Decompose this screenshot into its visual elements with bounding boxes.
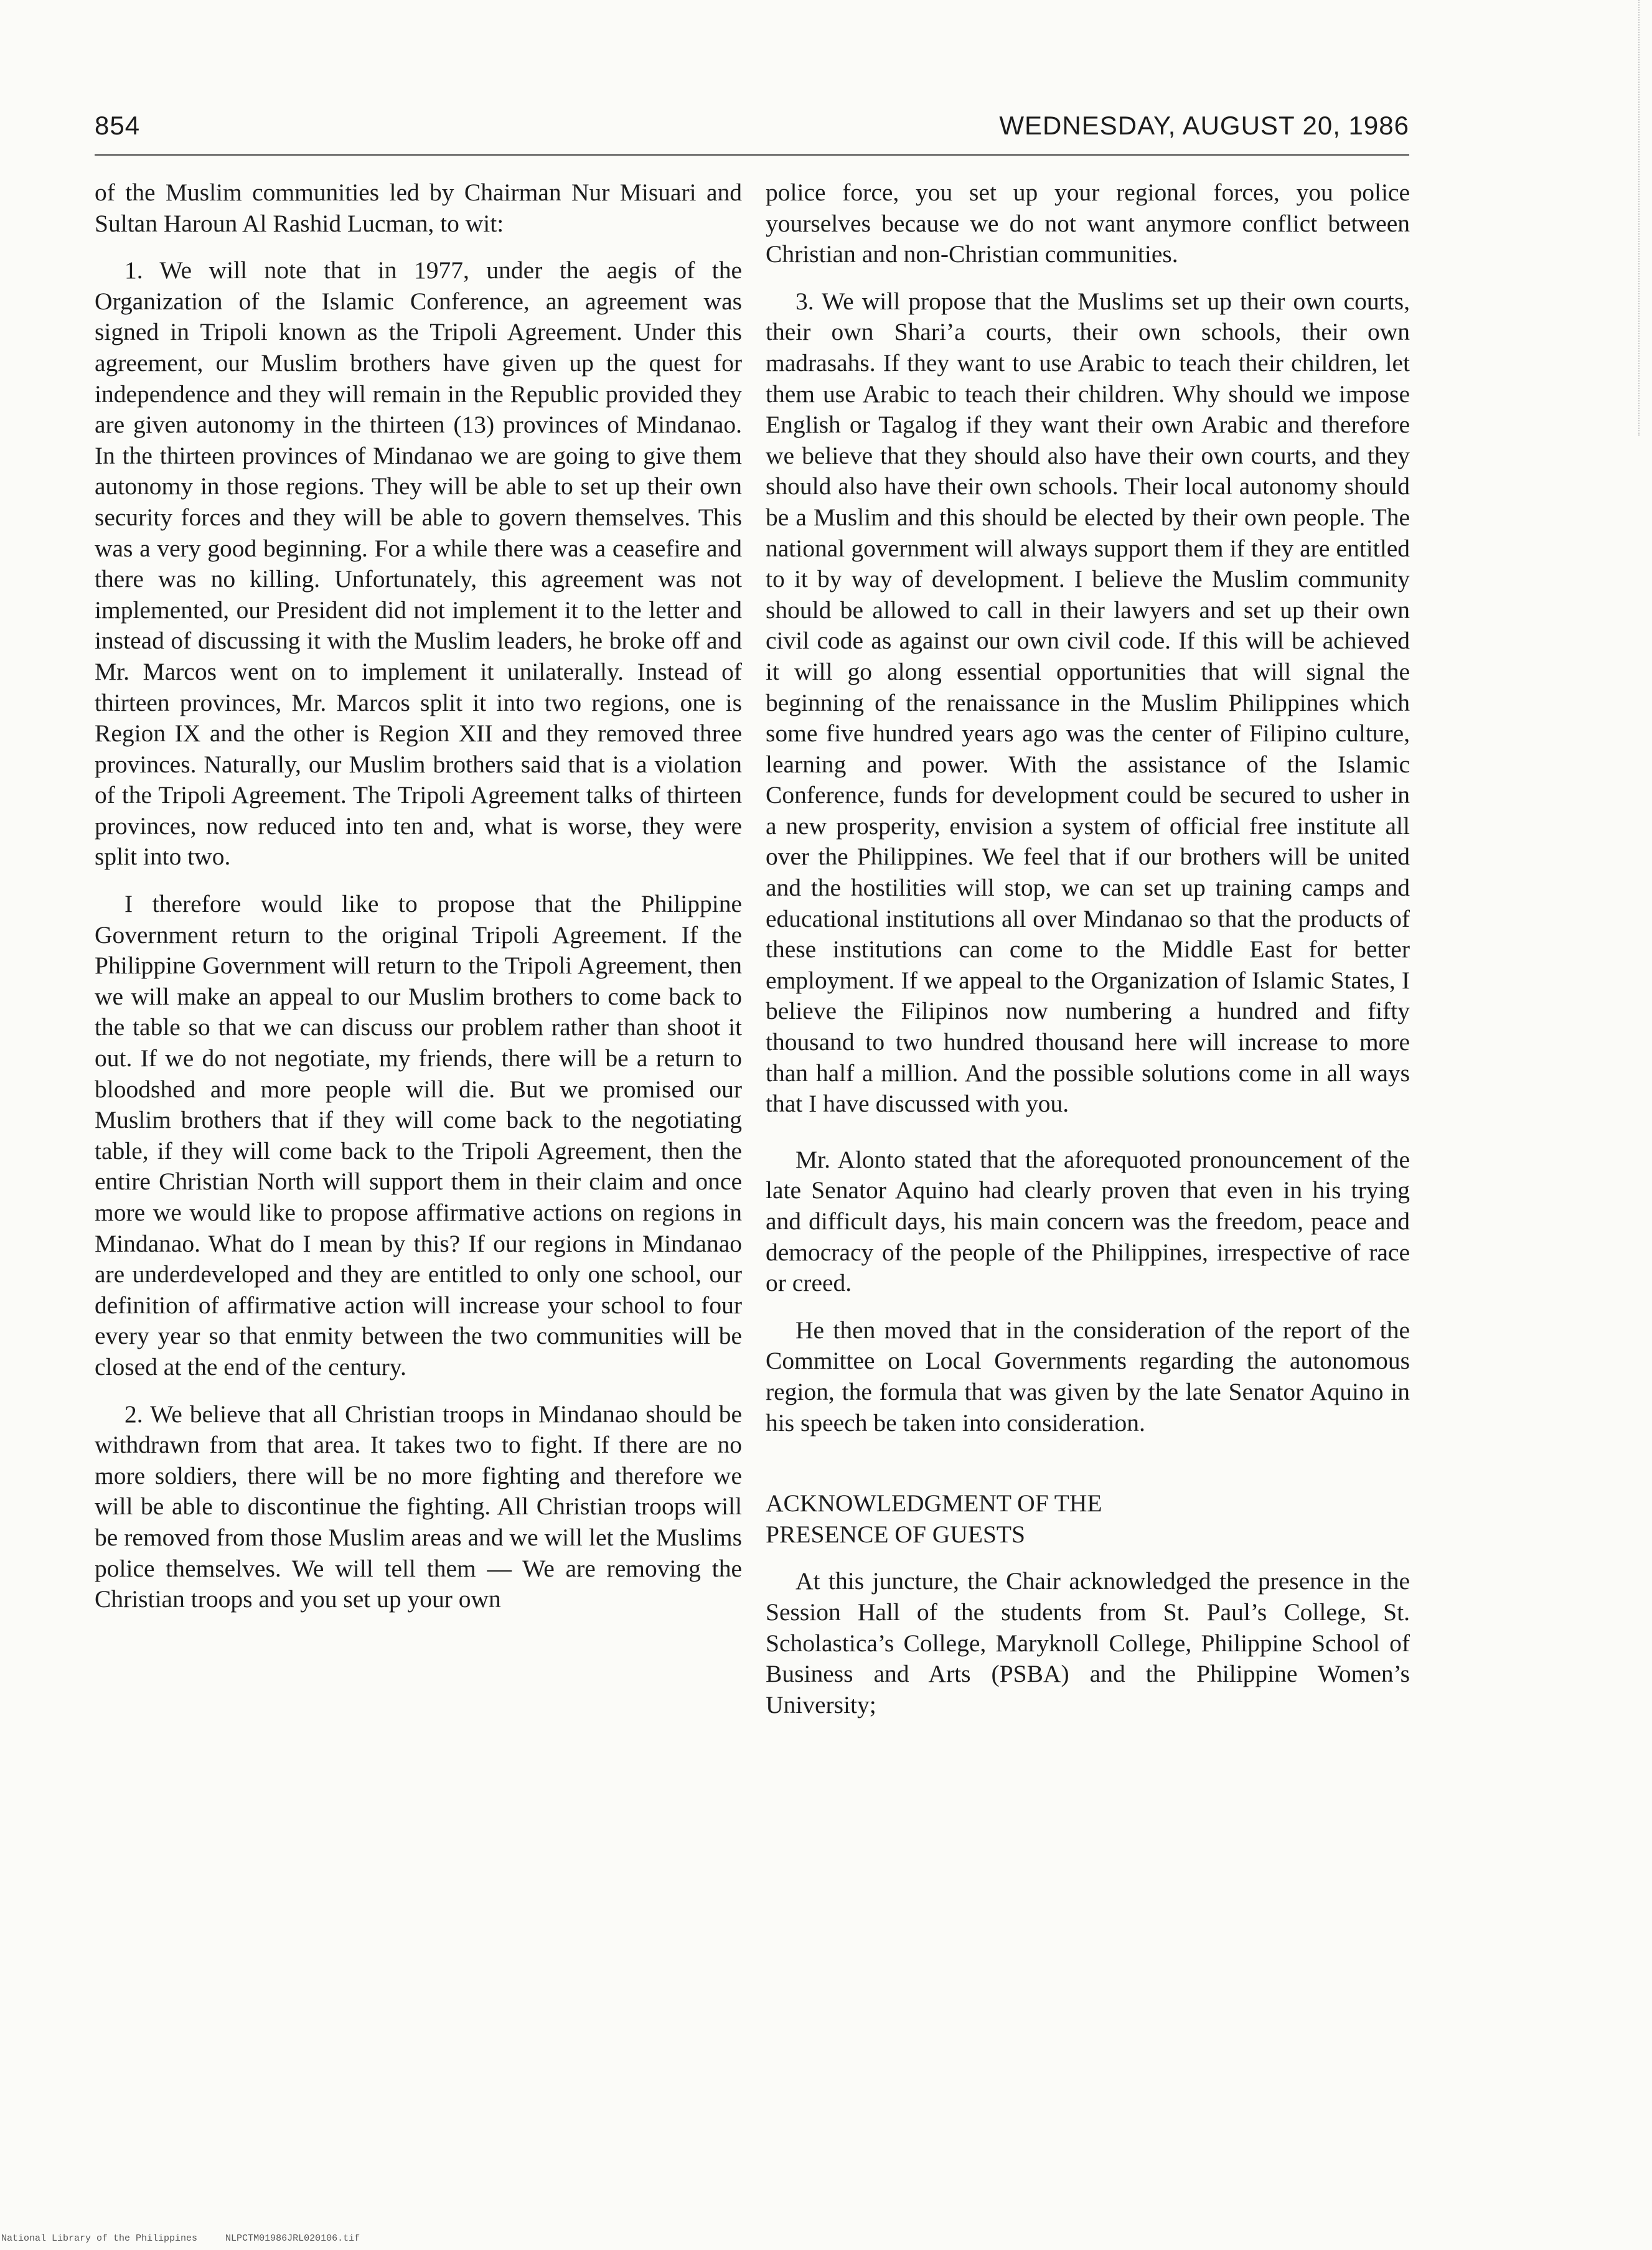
paragraph: police force, you set up your regional forces, you police yourselves because we do not want anymore conflict between Christian and non-Christian communities. [766, 179, 1410, 268]
section-heading-line: PRESENCE OF GUESTS [766, 1520, 1026, 1548]
scan-edge-artifact [1632, 0, 1640, 436]
paragraph: 3. We will propose that the Muslims set up their own courts, their own Shari’a courts, their own schools, their own madrasahs. If they want to use Arabic to teach their children, let them use Arabic to teach their children. Why should we impose English or Tagalog if they want their own Arabic and therefore we believe that they should also have their own courts, and they should also have their own schools. Their local autonomy should be a Muslim and this should be elected by their own people. The national government will always support them if they are entitled to it by way of development. I believe the Muslim community should be allowed to call in their lawyers and set up their own civil code as against our own civil code. If this will be achieved it will go along essential opportunities that will signal the beginning of the renaissance in the Muslim Philippines which some five hundred years ago was the center of Filipino culture, learning and power. With the assistance of the Islamic Conference, funds for development could be secured to usher in a new prosperity, envision a system of official free institute all over the Philippines. We feel that if our brothers will be united and the hostilities will stop, we can set up training camps and educational institutions all over Mindanao so that the products of these institutions can come to the Middle East for better employment. If we appeal to the Organization of Islamic States, I believe the Filipinos now numbering a hundred and fifty thousand to two hundred thousand here will increase to more than half a million. And the possible solutions come in all ways that I have discussed with you. [766, 287, 1410, 1118]
section-heading [766, 1488, 1410, 1550]
paragraph: I therefore would like to propose that the Philippine Government return to the original Tripoli Agreement. If the Philippine Government will return to the Tripoli Agreement, then we will make an appeal to our Muslim brothers to come back to the table so that we can discuss our problem rather than shoot it out. If we do not negotiate, my friends, there will be a return to bloodshed and more people will die. But we promised our Muslim brothers that if they will come back to the negotiating table, if they will come back to the Tripoli Agreement, then the entire Christian North will support them in their claim and once more we would like to propose affirmative actions on regions in Mindanao. What do I mean by this? If our regions in Mindanao are underdeveloped and they are entitled to only one school, our definition of affirmative action will increase your school to four every year so that enmity between the two communities will be closed at the end of the century. [95, 890, 742, 1380]
paragraph: 2. We believe that all Christian troops in Mindanao should be withdrawn from that area. It takes two to fight. If there are no more soldiers, there will be no more fighting and therefore we will be able to discontinue the fighting. All Christian troops will be removed from those Muslim areas and we will let the Muslims police themselves. We will tell them — We are removing the Christian troops and you set up your own [95, 1400, 742, 1613]
paragraph: Mr. Alonto stated that the aforequoted pronouncement of the late Senator Aquino had clearly proven that even in his trying and difficult days, his main concern was the freedom, peace and democracy of the people of the Philippines, irrespective of race or creed. [766, 1145, 1410, 1297]
right-column [766, 177, 1410, 1720]
paragraph: 1. We will note that in 1977, under the aegis of the Organization of the Islamic Conference, an agreement was signed in Tripoli known as the Tripoli Agreement. Under this agreement, our Muslim brothers have given up the quest for independence and they will remain in the Republic provided they are given autonomy in the thirteen (13) provinces of Mindanao. In the thirteen provinces of Mindanao we are going to give them autonomy in those regions. They will be able to set up their own security forces and they will be able to govern themselves. This was a very good beginning. For a while there was a ceasefire and there was no killing. Unfortunately, this agreement was not implemented, our President did not implement it to the letter and instead of discussing it with the Muslim leaders, he broke off and Mr. Marcos went on to implement it unilaterally. Instead of thirteen provinces, Mr. Marcos split it into two regions, one is Region IX and the other is Region XII and they removed three provinces. Naturally, our Muslim brothers said that is a violation of the Tripoli Agreement. The Tripoli Agreement talks of thirteen provinces, now reduced into ten and, what is worse, they were split into two. [95, 256, 742, 871]
left-column [95, 177, 742, 1615]
archive-footer: National Library of the Philippines NLPCTM01986JRL020106.tif [1, 2233, 360, 2244]
paragraph: He then moved that in the consideration of the report of the Committee on Local Governments regarding the autonomous region, the formula that was given by the late Senator Aquino in his speech be taken into consideration. [766, 1316, 1410, 1437]
paragraph: of the Muslim communities led by Chairman Nur Misuari and Sultan Haroun Al Rashid Lucman, to wit: [95, 179, 742, 237]
page-header [95, 105, 1409, 156]
page-number: 854 [95, 111, 141, 140]
session-date: WEDNESDAY, AUGUST 20, 1986 [999, 111, 1409, 140]
paragraph: At this juncture, the Chair acknowledged the presence in the Session Hall of the students from St. Paul’s College, St. Scholastica’s College, Maryknoll College, Philippine School of Business and Arts (PSBA) and the Philippine Women’s University; [766, 1567, 1410, 1718]
section-heading-line: ACKNOWLEDGMENT OF THE [766, 1489, 1102, 1517]
